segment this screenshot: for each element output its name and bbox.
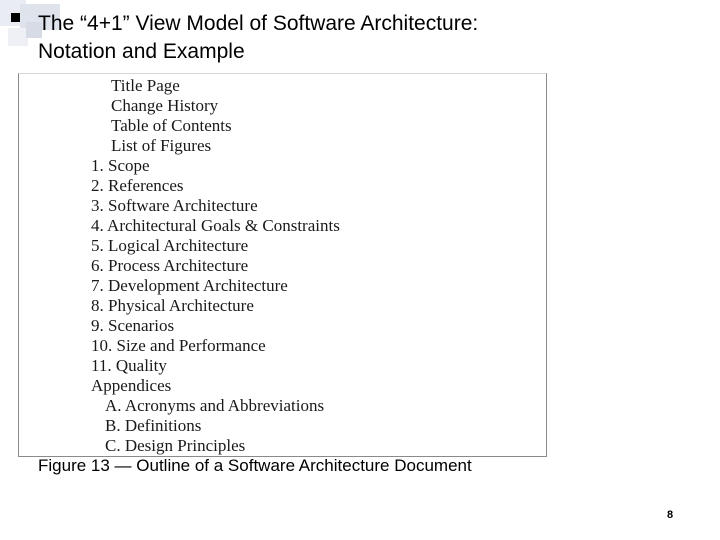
- figure-caption: Figure 13 — Outline of a Software Architecture Document: [38, 456, 472, 475]
- toc-item-change-history: Change History: [111, 96, 219, 115]
- toc-item-table-of-contents: Table of Contents: [111, 116, 232, 135]
- toc-item-process-architecture: 6. Process Architecture: [91, 256, 249, 275]
- page-number: 8: [667, 509, 674, 521]
- toc-item-title-page: Title Page: [111, 76, 180, 95]
- toc-item-appendices: Appendices: [91, 376, 172, 395]
- slide-title-line-2: Notation and Example: [38, 40, 245, 63]
- toc-item-scope: 1. Scope: [91, 156, 150, 175]
- document-outline-figure: [18, 73, 547, 457]
- slide-title: [38, 10, 678, 66]
- toc-item-size-and-performance: 10. Size and Performance: [91, 336, 266, 355]
- toc-item-physical-architecture: 8. Physical Architecture: [91, 296, 254, 315]
- toc-item-architectural-goals: 4. Architectural Goals & Constraints: [91, 216, 340, 235]
- toc-item-acronyms: A. Acronyms and Abbreviations: [105, 396, 325, 415]
- toc-item-quality: 11. Quality: [91, 356, 167, 375]
- toc-item-logical-architecture: 5. Logical Architecture: [91, 236, 249, 255]
- toc-item-references: 2. References: [91, 176, 184, 195]
- title-bullet-icon: [11, 13, 20, 22]
- toc-item-design-principles: C. Design Principles: [105, 436, 246, 455]
- decorative-square: [8, 28, 28, 46]
- toc-item-development-architecture: 7. Development Architecture: [91, 276, 288, 295]
- slide-title-line-1: The “4+1” View Model of Software Architecture:: [38, 12, 479, 35]
- toc-item-definitions: B. Definitions: [105, 416, 202, 435]
- toc-item-list-of-figures: List of Figures: [111, 136, 212, 155]
- toc-item-scenarios: 9. Scenarios: [91, 316, 175, 335]
- toc-item-software-architecture: 3. Software Architecture: [91, 196, 258, 215]
